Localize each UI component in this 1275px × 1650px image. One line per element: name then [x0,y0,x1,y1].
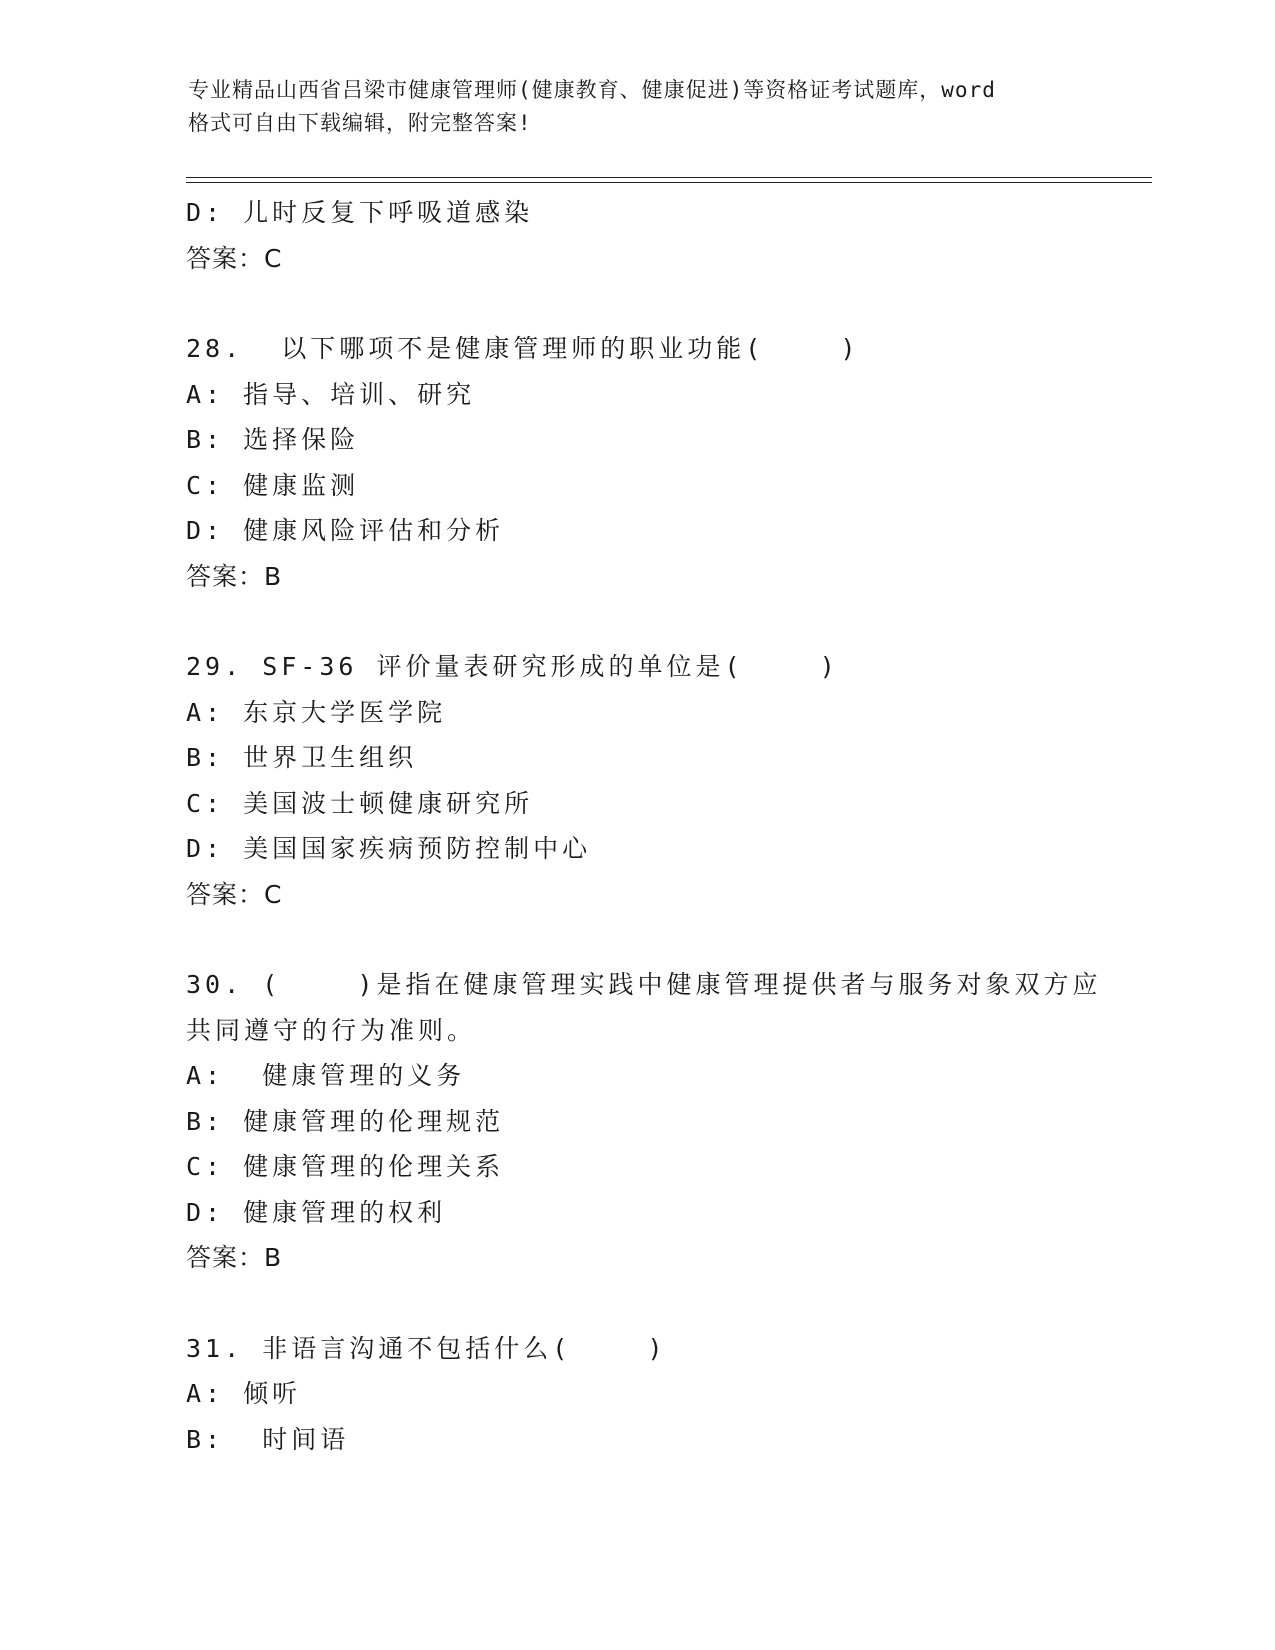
answer-line: 答案：C [186,243,283,273]
option-d: D: 健康管理的权利 [186,1197,447,1227]
option-a: A: 东京大学医学院 [186,697,447,727]
option-c: C: 健康管理的伦理关系 [186,1152,505,1181]
option-a: A: 指导、培训、研究 [186,379,476,409]
question-text: 29. SF-36 评价量表研究形成的单位是( ) [186,652,839,681]
answer-line: 答案：B [186,561,283,591]
question-block-27 [186,190,1146,281]
option-d: D: 健康风险评估和分析 [186,516,505,545]
question-block-30 [186,962,1146,1281]
option-d: D: 美国国家疾病预防控制中心 [186,834,592,863]
question-block-28 [186,326,1146,599]
option-b: B: 健康管理的伦理规范 [186,1106,505,1136]
header-line-2: 格式可自由下载编辑，附完整答案! [188,111,532,135]
option-a: A: 倾听 [186,1379,302,1408]
spacer [186,281,1146,326]
question-text-line-2: 共同遵守的行为准则。 [186,1015,477,1045]
header-divider-bottom [186,182,1152,183]
header-divider-top [186,177,1152,178]
option-d: D: 儿时反复下呼吸道感染 [186,198,534,227]
question-text-line-1: 30. ( )是指在健康管理实践中健康管理提供者与服务对象双方应 [186,970,1102,999]
option-c: C: 美国波士顿健康研究所 [186,788,534,818]
option-b: B: 时间语 [186,1424,350,1454]
option-b: B: 选择保险 [186,425,360,454]
answer-line: 答案：B [186,1243,283,1272]
spacer [186,917,1146,962]
spacer [186,1281,1146,1326]
question-list [186,190,1146,1462]
question-block-29 [186,644,1146,917]
spacer [186,599,1146,644]
option-b: B: 世界卫生组织 [186,743,418,772]
header-line-1: 专业精品山西省吕梁市健康管理师(健康教育、健康促进)等资格证考试题库，word [188,78,996,102]
question-text: 28. 以下哪项不是健康管理师的职业功能( ) [186,334,860,363]
question-block-31 [186,1326,1146,1463]
option-a: A: 健康管理的义务 [186,1061,466,1090]
option-c: C: 健康监测 [186,470,360,500]
answer-line: 答案：C [186,879,283,909]
question-text: 31. 非语言沟通不包括什么( ) [186,1333,667,1363]
document-header [188,74,1088,140]
